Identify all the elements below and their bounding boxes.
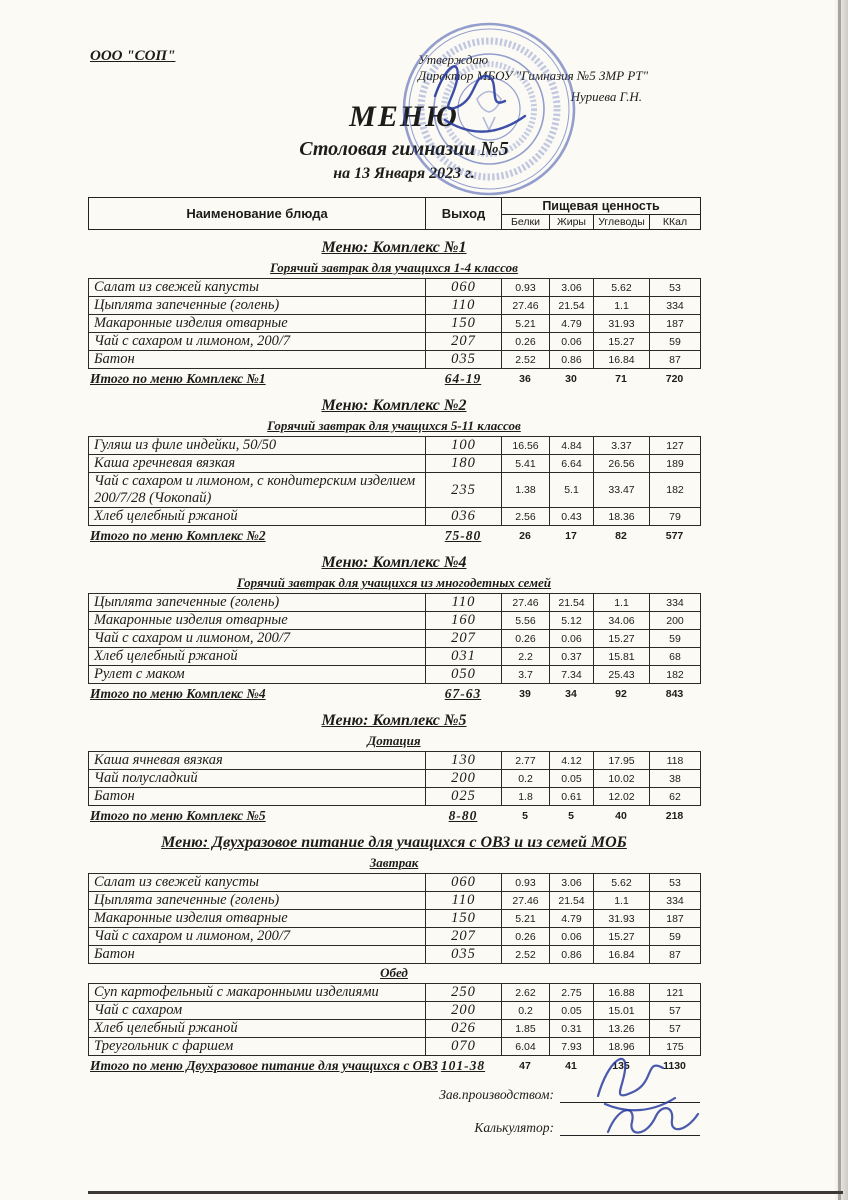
dish-name: Макаронные изделия отварные xyxy=(89,612,426,630)
dish-row xyxy=(89,333,701,351)
group-subtitle: Завтрак xyxy=(369,855,419,870)
protein-value: 27.46 xyxy=(502,297,550,315)
total-label: Итого по меню Двухразовое питание для учащихся с ОВЗ xyxy=(90,1058,438,1073)
total-carbs: 92 xyxy=(615,688,627,700)
group-subtitle: Горячий завтрак для учащихся 5-11 классов xyxy=(267,418,521,433)
kcal-value: 182 xyxy=(650,666,701,684)
protein-value: 5.21 xyxy=(502,315,550,333)
dish-portion: 026 xyxy=(426,1020,502,1038)
total-carbs: 135 xyxy=(612,1060,630,1072)
carbs-value: 16.88 xyxy=(594,984,650,1002)
dishes-table xyxy=(88,278,701,369)
total-carbs: 71 xyxy=(615,373,627,385)
dish-row xyxy=(89,437,701,455)
org-name: ООО "СОП" xyxy=(90,48,176,64)
total-cost: 64-19 xyxy=(444,371,482,386)
dish-name: Чай с сахаром и лимоном, с кондитерским изделием 200/7/28 (Чокопай) xyxy=(89,473,426,508)
dish-name: Цыплята запеченные (голень) xyxy=(89,594,426,612)
protein-value: 2.77 xyxy=(502,752,550,770)
column-header-dish: Наименование блюда xyxy=(89,198,426,230)
kcal-value: 121 xyxy=(650,984,701,1002)
dish-portion: 050 xyxy=(426,666,502,684)
dish-row xyxy=(89,1020,701,1038)
section-total-table xyxy=(88,527,700,545)
carbs-value: 15.01 xyxy=(594,1002,650,1020)
protein-value: 5.41 xyxy=(502,455,550,473)
fat-value: 2.75 xyxy=(550,984,594,1002)
dish-name: Макаронные изделия отварные xyxy=(89,315,426,333)
dish-row xyxy=(89,752,701,770)
carbs-value: 12.02 xyxy=(594,788,650,806)
column-header-protein: Белки xyxy=(502,215,550,230)
section-title: Меню: Комплекс №4 xyxy=(321,554,467,571)
dish-name: Гуляш из филе индейки, 50/50 xyxy=(89,437,426,455)
menu-section xyxy=(0,834,848,1075)
protein-value: 0.93 xyxy=(502,874,550,892)
dish-portion: 060 xyxy=(426,279,502,297)
column-header-kcal: ККал xyxy=(650,215,701,230)
dish-row xyxy=(89,910,701,928)
total-label: Итого по меню Комплекс №5 xyxy=(90,808,266,823)
dish-portion: 070 xyxy=(426,1038,502,1056)
group-subtitle: Обед xyxy=(380,965,408,980)
total-kcal: 720 xyxy=(665,373,684,385)
fat-value: 4.12 xyxy=(550,752,594,770)
dish-portion: 060 xyxy=(426,874,502,892)
kcal-value: 53 xyxy=(650,279,701,297)
carbs-value: 10.02 xyxy=(594,770,650,788)
document-body xyxy=(0,197,848,1136)
total-kcal: 218 xyxy=(665,810,684,822)
dish-name: Рулет с маком xyxy=(89,666,426,684)
dish-name: Чай полусладкий xyxy=(89,770,426,788)
fat-value: 6.64 xyxy=(550,455,594,473)
kcal-value: 118 xyxy=(650,752,701,770)
fat-value: 21.54 xyxy=(550,594,594,612)
protein-value: 0.26 xyxy=(502,333,550,351)
protein-value: 6.04 xyxy=(502,1038,550,1056)
kcal-value: 38 xyxy=(650,770,701,788)
dishes-table xyxy=(88,751,701,806)
menu-section xyxy=(0,239,848,388)
dish-name: Батон xyxy=(89,946,426,964)
dish-row xyxy=(89,594,701,612)
approval-line-2: Директор МБОУ "Гимназия №5 ЗМР РТ" xyxy=(418,68,649,83)
group-subtitle: Дотация xyxy=(367,733,421,748)
dish-portion: 100 xyxy=(426,437,502,455)
protein-value: 2.52 xyxy=(502,351,550,369)
total-kcal: 577 xyxy=(665,530,684,542)
fat-value: 0.86 xyxy=(550,351,594,369)
document-title: МЕНЮ xyxy=(349,100,459,133)
dish-row xyxy=(89,874,701,892)
fat-value: 0.37 xyxy=(550,648,594,666)
total-protein: 36 xyxy=(519,373,531,385)
production-manager-label: Зав.производством: xyxy=(439,1087,554,1102)
dish-name: Хлеб целебный ржаной xyxy=(89,508,426,526)
carbs-value: 5.62 xyxy=(594,279,650,297)
protein-value: 2.52 xyxy=(502,946,550,964)
protein-value: 2.2 xyxy=(502,648,550,666)
fat-value: 0.05 xyxy=(550,770,594,788)
fat-value: 4.84 xyxy=(550,437,594,455)
menu-section xyxy=(0,554,848,703)
fat-value: 0.06 xyxy=(550,928,594,946)
document-date: на 13 Января 2023 г. xyxy=(333,165,475,182)
dish-portion: 025 xyxy=(426,788,502,806)
protein-value: 0.26 xyxy=(502,630,550,648)
fat-value: 0.31 xyxy=(550,1020,594,1038)
dish-portion: 031 xyxy=(426,648,502,666)
carbs-value: 34.06 xyxy=(594,612,650,630)
protein-value: 2.56 xyxy=(502,508,550,526)
dish-row xyxy=(89,630,701,648)
total-protein: 39 xyxy=(519,688,531,700)
kcal-value: 62 xyxy=(650,788,701,806)
dish-row xyxy=(89,946,701,964)
carbs-value: 15.27 xyxy=(594,630,650,648)
fat-value: 5.1 xyxy=(550,473,594,508)
carbs-value: 26.56 xyxy=(594,455,650,473)
protein-value: 2.62 xyxy=(502,984,550,1002)
carbs-value: 16.84 xyxy=(594,946,650,964)
fat-value: 0.61 xyxy=(550,788,594,806)
section-total-table xyxy=(88,370,700,388)
carbs-value: 18.96 xyxy=(594,1038,650,1056)
protein-value: 1.38 xyxy=(502,473,550,508)
approval-line-1: Утверждаю xyxy=(418,52,489,67)
carbs-value: 1.1 xyxy=(594,297,650,315)
dish-row xyxy=(89,351,701,369)
carbs-value: 13.26 xyxy=(594,1020,650,1038)
kcal-value: 59 xyxy=(650,928,701,946)
dish-name: Салат из свежей капусты xyxy=(89,874,426,892)
fat-value: 21.54 xyxy=(550,892,594,910)
dish-portion: 207 xyxy=(426,333,502,351)
dish-portion: 207 xyxy=(426,630,502,648)
dish-row xyxy=(89,1002,701,1020)
group-subtitle: Горячий завтрак для учащихся 1-4 классов xyxy=(270,260,518,275)
protein-value: 0.26 xyxy=(502,928,550,946)
menu-section xyxy=(0,397,848,545)
column-header-nutrition: Пищевая ценность xyxy=(502,198,701,215)
total-label: Итого по меню Комплекс №4 xyxy=(90,686,266,701)
menu-section xyxy=(0,712,848,825)
scan-edge-line xyxy=(838,0,841,1200)
fat-value: 0.43 xyxy=(550,508,594,526)
dish-name: Чай с сахаром и лимоном, 200/7 xyxy=(89,333,426,351)
total-kcal: 843 xyxy=(665,688,684,700)
kcal-value: 87 xyxy=(650,946,701,964)
total-fat: 17 xyxy=(565,530,577,542)
column-header-fat: Жиры xyxy=(550,215,594,230)
dish-portion: 035 xyxy=(426,351,502,369)
dish-name: Цыплята запеченные (голень) xyxy=(89,892,426,910)
section-title: Меню: Комплекс №2 xyxy=(321,397,467,414)
carbs-value: 31.93 xyxy=(594,315,650,333)
protein-value: 5.56 xyxy=(502,612,550,630)
dish-row xyxy=(89,770,701,788)
dish-row xyxy=(89,892,701,910)
fat-value: 3.06 xyxy=(550,279,594,297)
dish-name: Цыплята запеченные (голень) xyxy=(89,297,426,315)
dish-name: Каша ячневая вязкая xyxy=(89,752,426,770)
section-title: Меню: Двухразовое питание для учащихся с ОВЗ и из семей МОБ xyxy=(161,834,627,851)
dish-row xyxy=(89,928,701,946)
dish-row xyxy=(89,612,701,630)
calculator-signature xyxy=(598,1096,708,1152)
kcal-value: 68 xyxy=(650,648,701,666)
menu-header-table xyxy=(88,197,701,230)
protein-value: 27.46 xyxy=(502,594,550,612)
protein-value: 5.21 xyxy=(502,910,550,928)
total-protein: 5 xyxy=(522,810,528,822)
total-fat: 34 xyxy=(565,688,577,700)
fat-value: 3.06 xyxy=(550,874,594,892)
total-cost: 67-63 xyxy=(444,686,482,701)
dish-portion: 110 xyxy=(426,892,502,910)
carbs-value: 5.62 xyxy=(594,874,650,892)
fat-value: 7.34 xyxy=(550,666,594,684)
total-cost: 101-38 xyxy=(440,1058,486,1073)
total-carbs: 82 xyxy=(615,530,627,542)
dish-name: Макаронные изделия отварные xyxy=(89,910,426,928)
dish-row xyxy=(89,508,701,526)
carbs-value: 18.36 xyxy=(594,508,650,526)
dish-name: Батон xyxy=(89,788,426,806)
fat-value: 5.12 xyxy=(550,612,594,630)
header-row-top xyxy=(89,198,701,215)
carbs-value: 1.1 xyxy=(594,594,650,612)
fat-value: 0.86 xyxy=(550,946,594,964)
dish-row xyxy=(89,473,701,508)
dish-name: Хлеб целебный ржаной xyxy=(89,648,426,666)
dish-row xyxy=(89,455,701,473)
carbs-value: 15.81 xyxy=(594,648,650,666)
group-subtitle: Горячий завтрак для учащихся из многодетных семей xyxy=(236,575,552,590)
fat-value: 0.06 xyxy=(550,630,594,648)
protein-value: 0.2 xyxy=(502,770,550,788)
protein-value: 16.56 xyxy=(502,437,550,455)
dish-portion: 160 xyxy=(426,612,502,630)
kcal-value: 187 xyxy=(650,910,701,928)
total-carbs: 40 xyxy=(615,810,627,822)
dish-portion: 207 xyxy=(426,928,502,946)
dish-name: Чай с сахаром xyxy=(89,1002,426,1020)
total-row xyxy=(88,807,700,825)
protein-value: 0.2 xyxy=(502,1002,550,1020)
fat-value: 21.54 xyxy=(550,297,594,315)
protein-value: 1.85 xyxy=(502,1020,550,1038)
kcal-value: 79 xyxy=(650,508,701,526)
carbs-value: 1.1 xyxy=(594,892,650,910)
dish-portion: 200 xyxy=(426,770,502,788)
dishes-table xyxy=(88,873,701,964)
dish-row xyxy=(89,666,701,684)
carbs-value: 25.43 xyxy=(594,666,650,684)
kcal-value: 57 xyxy=(650,1020,701,1038)
dish-portion: 180 xyxy=(426,455,502,473)
total-cost: 8-80 xyxy=(448,808,478,823)
dish-portion: 110 xyxy=(426,594,502,612)
kcal-value: 59 xyxy=(650,333,701,351)
kcal-value: 182 xyxy=(650,473,701,508)
dish-name: Чай с сахаром и лимоном, 200/7 xyxy=(89,928,426,946)
kcal-value: 189 xyxy=(650,455,701,473)
fat-value: 7.93 xyxy=(550,1038,594,1056)
total-protein: 47 xyxy=(519,1060,531,1072)
dish-row xyxy=(89,297,701,315)
carbs-value: 16.84 xyxy=(594,351,650,369)
fat-value: 4.79 xyxy=(550,315,594,333)
dish-row xyxy=(89,315,701,333)
section-title: Меню: Комплекс №5 xyxy=(321,712,467,729)
dish-name: Хлеб целебный ржаной xyxy=(89,1020,426,1038)
dish-portion: 130 xyxy=(426,752,502,770)
total-protein: 26 xyxy=(519,530,531,542)
protein-value: 3.7 xyxy=(502,666,550,684)
scan-edge-bottom xyxy=(88,1191,843,1194)
total-row xyxy=(88,527,700,545)
section-total-table xyxy=(88,807,700,825)
kcal-value: 175 xyxy=(650,1038,701,1056)
kcal-value: 57 xyxy=(650,1002,701,1020)
fat-value: 0.05 xyxy=(550,1002,594,1020)
total-cost: 75-80 xyxy=(444,528,482,543)
fat-value: 0.06 xyxy=(550,333,594,351)
dish-portion: 036 xyxy=(426,508,502,526)
dish-row xyxy=(89,279,701,297)
kcal-value: 187 xyxy=(650,315,701,333)
dish-portion: 200 xyxy=(426,1002,502,1020)
menu-sections xyxy=(0,239,848,1075)
dish-portion: 035 xyxy=(426,946,502,964)
dish-portion: 150 xyxy=(426,315,502,333)
dish-row xyxy=(89,648,701,666)
protein-value: 0.93 xyxy=(502,279,550,297)
dish-row xyxy=(89,788,701,806)
protein-value: 1.8 xyxy=(502,788,550,806)
carbs-value: 15.27 xyxy=(594,928,650,946)
total-row xyxy=(88,370,700,388)
total-row xyxy=(88,685,700,703)
protein-value: 27.46 xyxy=(502,892,550,910)
carbs-value: 31.93 xyxy=(594,910,650,928)
calculator-label: Калькулятор: xyxy=(474,1120,554,1135)
kcal-value: 87 xyxy=(650,351,701,369)
column-header-out: Выход xyxy=(426,198,502,230)
dish-name: Чай с сахаром и лимоном, 200/7 xyxy=(89,630,426,648)
document-subtitle: Столовая гимназии №5 xyxy=(299,138,509,160)
column-header-carbs: Углеводы xyxy=(594,215,650,230)
total-label: Итого по меню Комплекс №2 xyxy=(90,528,266,543)
dish-name: Каша гречневая вязкая xyxy=(89,455,426,473)
kcal-value: 53 xyxy=(650,874,701,892)
dish-name: Батон xyxy=(89,351,426,369)
kcal-value: 334 xyxy=(650,892,701,910)
dish-portion: 110 xyxy=(426,297,502,315)
total-fat: 30 xyxy=(565,373,577,385)
scan-edge-right xyxy=(834,0,848,1200)
dish-portion: 150 xyxy=(426,910,502,928)
dish-portion: 235 xyxy=(426,473,502,508)
dish-row xyxy=(89,984,701,1002)
kcal-value: 334 xyxy=(650,594,701,612)
dish-name: Салат из свежей капусты xyxy=(89,279,426,297)
dish-name: Треугольник с фаршем xyxy=(89,1038,426,1056)
total-kcal: 1130 xyxy=(663,1060,686,1072)
total-fat: 41 xyxy=(565,1060,577,1072)
kcal-value: 59 xyxy=(650,630,701,648)
carbs-value: 33.47 xyxy=(594,473,650,508)
director-signature xyxy=(415,46,545,156)
carbs-value: 3.37 xyxy=(594,437,650,455)
total-label: Итого по меню Комплекс №1 xyxy=(90,371,266,386)
total-fat: 5 xyxy=(568,810,574,822)
carbs-value: 15.27 xyxy=(594,333,650,351)
approval-signatory: Нуриева Г.Н. xyxy=(570,89,642,104)
kcal-value: 334 xyxy=(650,297,701,315)
kcal-value: 127 xyxy=(650,437,701,455)
dish-name: Суп картофельный с макаронными изделиями xyxy=(89,984,426,1002)
dishes-table xyxy=(88,436,701,526)
fat-value: 4.79 xyxy=(550,910,594,928)
section-total-table xyxy=(88,685,700,703)
dishes-table xyxy=(88,593,701,684)
carbs-value: 17.95 xyxy=(594,752,650,770)
dish-portion: 250 xyxy=(426,984,502,1002)
kcal-value: 200 xyxy=(650,612,701,630)
section-title: Меню: Комплекс №1 xyxy=(321,239,467,256)
